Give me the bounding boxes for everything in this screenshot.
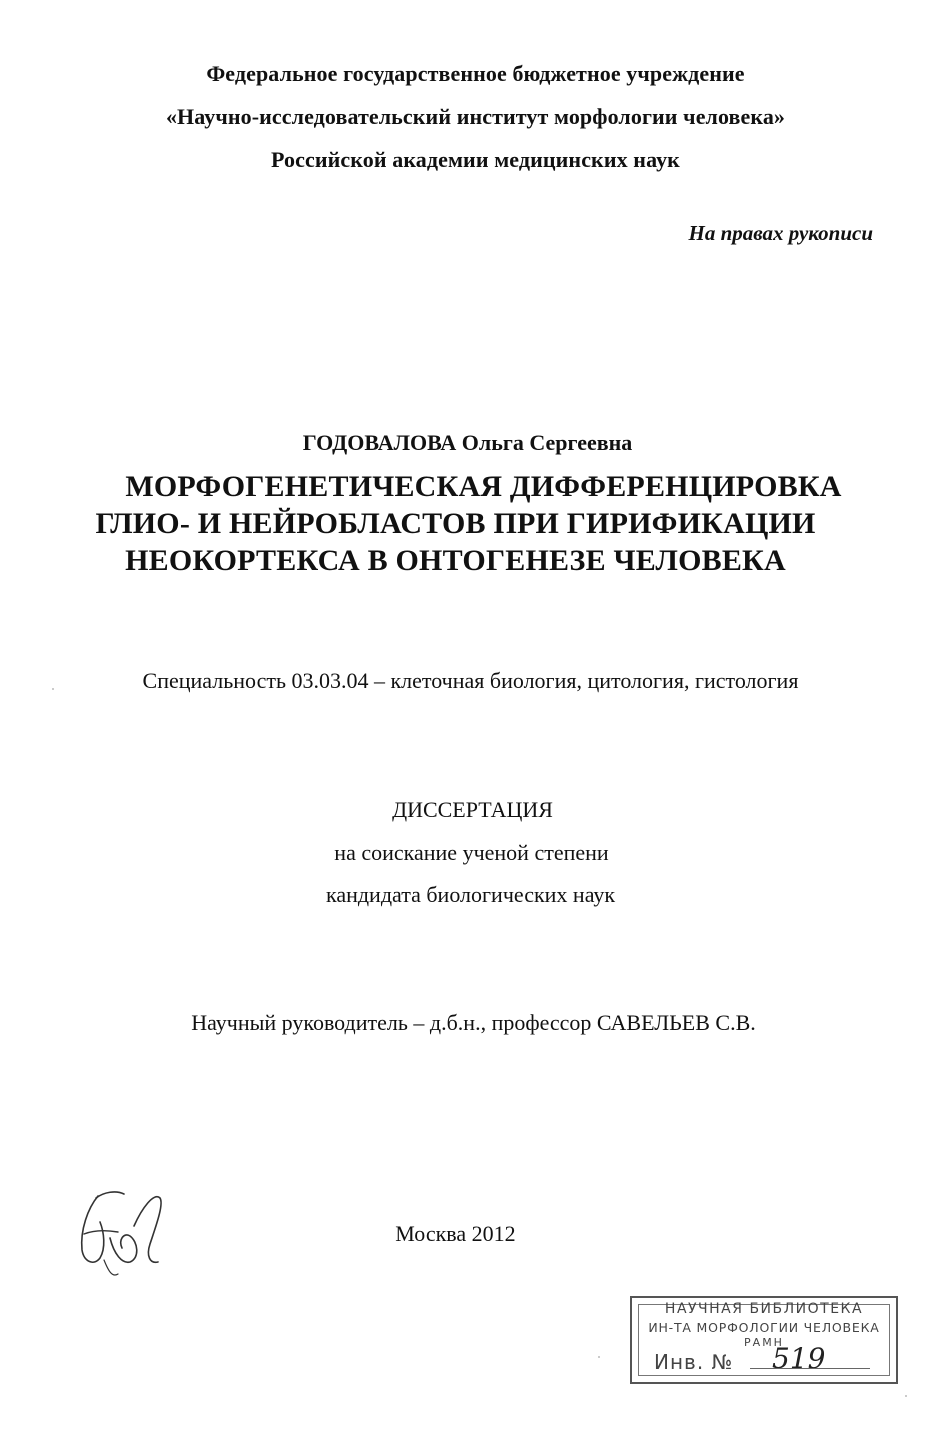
scan-speck [905,1395,907,1397]
stamp-academy-name: РАМН [744,1336,784,1349]
institution-line-3: Российской академии медицинских наук [271,147,680,172]
stamp-institute-name: ИН-ТА МОРФОЛОГИИ ЧЕЛОВЕКА [648,1320,880,1335]
specialty-line: Специальность 03.03.04 – клеточная биология, цитология, гистология [142,668,799,693]
handwritten-signature [60,1178,170,1288]
title-line-3: НЕОКОРТЕКСА В ОНТОГЕНЕЗЕ ЧЕЛОВЕКА [125,544,786,577]
title-line-2: ГЛИО- И НЕЙРОБЛАСТОВ ПРИ ГИРИФИКАЦИИ [95,507,816,540]
stamp-number-underline [750,1368,870,1369]
institution-line-2: «Научно-исследовательский институт морфологии человека» [165,104,786,129]
stamp-inventory-number: 519 [772,1342,826,1375]
supervisor-line: Научный руководитель – д.б.н., профессор САВЕЛЬЕВ С.В. [191,1010,756,1035]
library-stamp [630,1296,898,1384]
stamp-inventory-label: Инв. № [654,1350,734,1374]
degree-line: на соискание ученой степени [334,840,609,865]
dissertation-heading: ДИССЕРТАЦИЯ [392,797,553,822]
author-name: ГОДОВАЛОВА Ольга Сергеевна [302,430,633,455]
scan-speck [598,1356,600,1358]
place-year: Москва 2012 [395,1221,516,1246]
rights-note: На правах рукописи [688,221,873,245]
stamp-library-name: НАУЧНАЯ БИБЛИОТЕКА [664,1301,864,1317]
title-line-1: МОРФОГЕНЕТИЧЕСКАЯ ДИФФЕРЕНЦИРОВКА [125,470,842,503]
scan-speck [52,688,54,690]
institution-line-1: Федеральное государственное бюджетное учреждение [206,61,745,86]
degree-field-line: кандидата биологических наук [325,882,616,907]
